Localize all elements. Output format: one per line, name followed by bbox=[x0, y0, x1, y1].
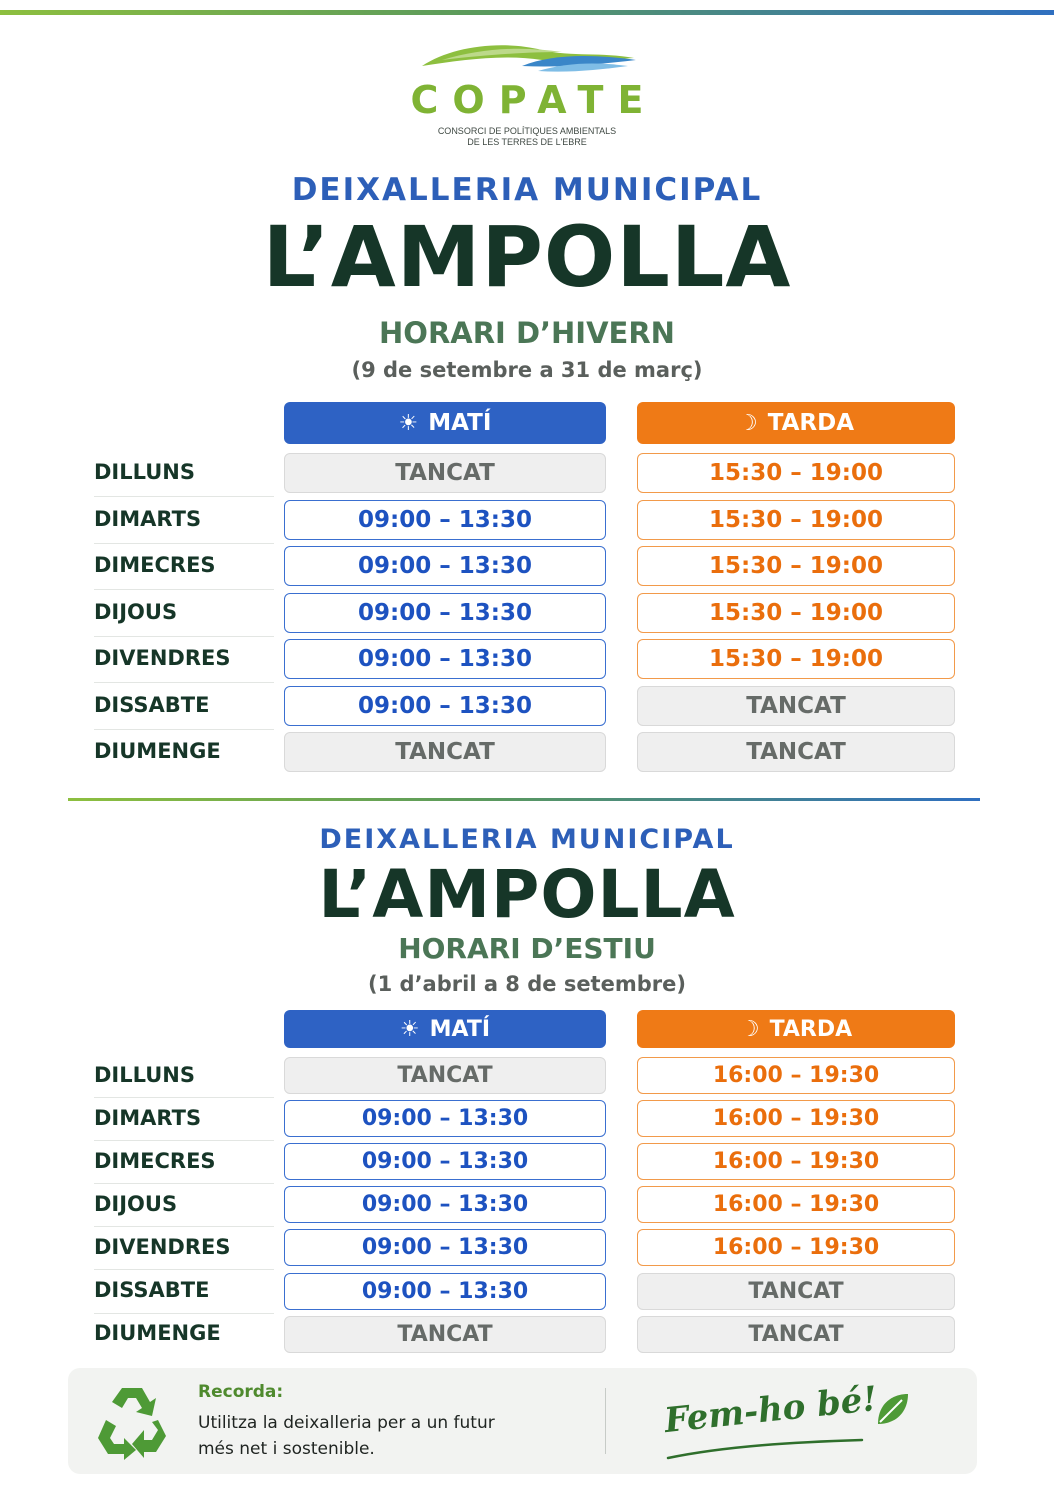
morning-hours-cell: TANCAT bbox=[284, 732, 606, 772]
morning-hours-cell: TANCAT bbox=[284, 453, 606, 493]
afternoon-hours-cell: TANCAT bbox=[637, 732, 955, 772]
season-title-winter: HORARI D’HIVERN bbox=[379, 316, 675, 350]
morning-hours-cell: 09:00 – 13:30 bbox=[284, 500, 606, 540]
morning-hours-cell: 09:00 – 13:30 bbox=[284, 1143, 606, 1180]
afternoon-hours-cell: 15:30 – 19:00 bbox=[637, 500, 955, 540]
afternoon-hours-cell: 15:30 – 19:00 bbox=[637, 546, 955, 586]
morning-header bbox=[284, 402, 606, 444]
logo-name: COPATE bbox=[410, 78, 658, 122]
day-label: DIMARTS bbox=[94, 506, 202, 531]
leaf-icon bbox=[874, 1390, 912, 1428]
sun-icon: ☀ bbox=[398, 410, 419, 436]
morning-header-label: MATÍ bbox=[428, 410, 492, 436]
morning-hours-cell: 09:00 – 13:30 bbox=[284, 1273, 606, 1310]
day-label: DISSABTE bbox=[94, 1278, 210, 1302]
logo-subtitle-1: CONSORCI DE POLÍTIQUES AMBIENTALS bbox=[437, 126, 617, 136]
morning-hours-cell: TANCAT bbox=[284, 1316, 606, 1353]
morning-header-label: MATÍ bbox=[429, 1016, 491, 1042]
day-label: DISSABTE bbox=[94, 692, 210, 717]
sun-icon: ☀ bbox=[399, 1016, 420, 1042]
day-label: DIJOUS bbox=[94, 1191, 178, 1216]
row-divider bbox=[94, 496, 274, 497]
afternoon-hours-cell: 15:30 – 19:00 bbox=[637, 639, 955, 679]
morning-header bbox=[284, 1010, 606, 1048]
morning-hours-cell: 09:00 – 13:30 bbox=[284, 639, 606, 679]
day-label: DIMECRES bbox=[94, 1148, 216, 1173]
season-title-summer: HORARI D’ESTIU bbox=[398, 932, 656, 965]
row-divider bbox=[94, 1183, 274, 1184]
afternoon-hours-cell: 15:30 – 19:00 bbox=[637, 593, 955, 633]
moon-icon: ☽ bbox=[739, 1016, 760, 1042]
section-divider bbox=[68, 798, 980, 801]
day-label: DIUMENGE bbox=[94, 1321, 221, 1346]
season-dates-winter: (9 de setembre a 31 de març) bbox=[351, 358, 703, 382]
row-divider bbox=[94, 1097, 274, 1098]
town-title-winter: L’AMPOLLA bbox=[262, 208, 792, 306]
landscape-logo-icon bbox=[412, 40, 642, 76]
afternoon-header-label: TARDA bbox=[767, 410, 855, 436]
moon-icon: ☽ bbox=[737, 410, 758, 436]
morning-hours-cell: 09:00 – 13:30 bbox=[284, 593, 606, 633]
row-divider bbox=[94, 682, 274, 683]
footer-line-2: més net i sostenible. bbox=[198, 1439, 375, 1459]
slogan-underline bbox=[666, 1438, 866, 1462]
afternoon-header bbox=[637, 1010, 955, 1048]
facility-title-summer: DEIXALLERIA MUNICIPAL bbox=[319, 824, 735, 855]
facility-title-winter: DEIXALLERIA MUNICIPAL bbox=[291, 172, 763, 208]
row-divider bbox=[94, 636, 274, 637]
afternoon-hours-cell: 16:00 – 19:30 bbox=[637, 1229, 955, 1266]
morning-hours-cell: TANCAT bbox=[284, 1057, 606, 1094]
day-label: DIVENDRES bbox=[94, 646, 231, 670]
afternoon-hours-cell: 16:00 – 19:30 bbox=[637, 1100, 955, 1137]
day-label: DIUMENGE bbox=[94, 739, 221, 763]
afternoon-hours-cell: 15:30 – 19:00 bbox=[637, 453, 955, 493]
town-title-summer: L’AMPOLLA bbox=[318, 856, 736, 933]
day-label: DIJOUS bbox=[94, 599, 178, 624]
afternoon-hours-cell: TANCAT bbox=[637, 1316, 955, 1353]
footer-title: Recorda: bbox=[198, 1382, 284, 1402]
afternoon-hours-cell: 16:00 – 19:30 bbox=[637, 1057, 955, 1094]
season-dates-summer: (1 d’abril a 8 de setembre) bbox=[368, 972, 686, 996]
top-gradient-bar bbox=[0, 10, 1054, 15]
day-label: DILLUNS bbox=[94, 460, 196, 484]
logo-subtitle-2: DE LES TERRES DE L'EBRE bbox=[467, 137, 587, 147]
row-divider bbox=[94, 1269, 274, 1270]
footer-line-1: Utilitza la deixalleria per a un futur bbox=[198, 1413, 495, 1433]
afternoon-hours-cell: TANCAT bbox=[637, 1273, 955, 1310]
slogan: Fem-ho bé! bbox=[662, 1378, 880, 1442]
row-divider bbox=[94, 543, 274, 544]
morning-hours-cell: 09:00 – 13:30 bbox=[284, 546, 606, 586]
row-divider bbox=[94, 1140, 274, 1141]
row-divider bbox=[94, 1313, 274, 1314]
afternoon-header-label: TARDA bbox=[769, 1016, 853, 1042]
morning-hours-cell: 09:00 – 13:30 bbox=[284, 1100, 606, 1137]
footer-separator bbox=[605, 1388, 606, 1454]
afternoon-hours-cell: 16:00 – 19:30 bbox=[637, 1143, 955, 1180]
recycle-icon bbox=[92, 1380, 172, 1460]
row-divider bbox=[94, 589, 274, 590]
day-label: DIVENDRES bbox=[94, 1234, 231, 1259]
morning-hours-cell: 09:00 – 13:30 bbox=[284, 1229, 606, 1266]
morning-hours-cell: 09:00 – 13:30 bbox=[284, 686, 606, 726]
afternoon-hours-cell: 16:00 – 19:30 bbox=[637, 1186, 955, 1223]
footer-reminder bbox=[68, 1368, 977, 1474]
row-divider bbox=[94, 729, 274, 730]
day-label: DIMECRES bbox=[94, 553, 216, 577]
day-label: DILLUNS bbox=[94, 1062, 196, 1087]
afternoon-hours-cell: TANCAT bbox=[637, 686, 955, 726]
copate-logo bbox=[0, 40, 1054, 148]
row-divider bbox=[94, 1226, 274, 1227]
day-label: DIMARTS bbox=[94, 1105, 202, 1130]
footer-text bbox=[198, 1410, 578, 1462]
afternoon-header bbox=[637, 402, 955, 444]
morning-hours-cell: 09:00 – 13:30 bbox=[284, 1186, 606, 1223]
